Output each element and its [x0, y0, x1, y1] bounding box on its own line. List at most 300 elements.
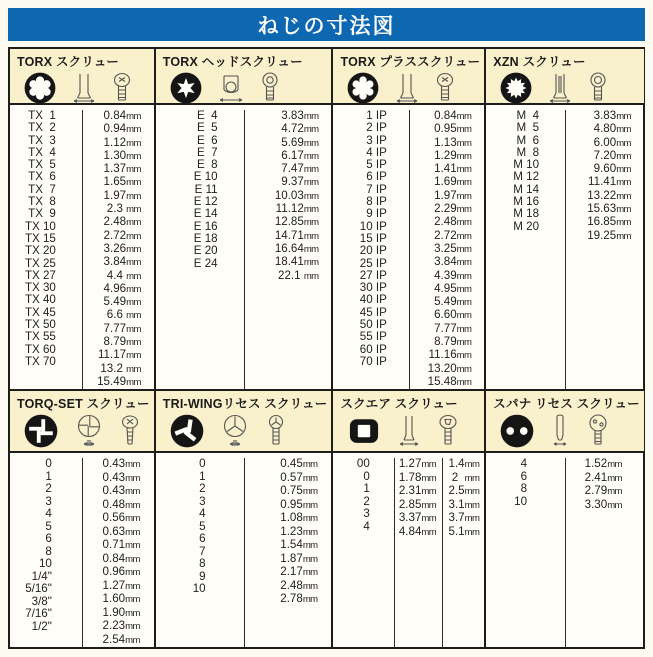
unit-label: mm [607, 459, 622, 471]
unit-label: mm [616, 137, 631, 149]
table-cell: 4 IP [363, 145, 387, 159]
section-torx-plus [331, 49, 484, 389]
table-cell: 13.20mm [427, 361, 472, 375]
unit-label: mm [125, 553, 140, 565]
section-data [486, 105, 644, 389]
section-title: TRI-WINGリセス スクリュー [162, 397, 328, 412]
table-cell: 5.49mm [434, 295, 472, 309]
table-cell: E 20 [193, 244, 218, 258]
offset-cross-head-icon [74, 413, 104, 449]
unit-label: mm [421, 526, 437, 538]
unit-label: mm [125, 486, 140, 498]
table-cell: TX 6 [28, 170, 56, 184]
table-cell: 4 [199, 507, 206, 521]
table-cell: 0.95mm [434, 122, 472, 136]
table-cell: 2 [45, 482, 52, 496]
table-cell: 2.31mm [398, 484, 437, 498]
section-spanner [484, 389, 644, 647]
table-cell: E 16 [193, 219, 218, 233]
unit-label: mm [303, 217, 319, 229]
section-data [156, 453, 332, 647]
data-column [486, 458, 565, 647]
table-cell: E 12 [193, 195, 218, 209]
table-cell: TX 30 [24, 281, 56, 295]
table-cell: M 6 [516, 133, 540, 147]
unit-label: mm [125, 526, 140, 538]
unit-label: mm [616, 150, 631, 162]
table-cell: 8 [520, 482, 528, 496]
table-cell: 16.85mm [587, 215, 631, 229]
dimension-table [8, 47, 645, 649]
section-icons [340, 413, 480, 449]
table-cell: 7.47mm [281, 162, 319, 176]
driver-bit-icon [550, 413, 570, 449]
table-cell: M 10 [513, 158, 540, 172]
section-title: スパナ リセス スクリュー [493, 397, 640, 412]
section-torq-set [10, 389, 154, 647]
unit-label: mm [464, 486, 480, 498]
table-cell: 5 [45, 519, 52, 533]
unit-label: mm [125, 567, 140, 579]
table-cell: 1.08mm [280, 511, 318, 525]
screw-side-icon [585, 413, 611, 449]
section-icons [163, 71, 328, 105]
unit-label: mm [616, 111, 631, 122]
xzn-spline-recess-icon [499, 71, 533, 105]
table-cell: 30 IP [359, 281, 387, 295]
table-cell: 4.84mm [398, 524, 437, 538]
table-cell: 40 IP [359, 293, 387, 307]
table-cell: 0.57mm [280, 470, 318, 484]
table-cell: 10 [192, 582, 206, 596]
unit-label: mm [303, 137, 319, 149]
table-cell: 15.48mm [427, 374, 472, 388]
table-cell: 4 [45, 507, 52, 521]
data-column [442, 458, 484, 647]
unit-label: mm [464, 526, 480, 538]
table-cell: 4 [520, 457, 528, 471]
unit-label: mm [303, 177, 319, 189]
table-cell: 3 [45, 494, 52, 508]
section-title: XZN スクリュー [493, 55, 586, 69]
unit-label: mm [456, 363, 472, 375]
table-cell: 70 IP [359, 354, 387, 368]
unit-label: mm [456, 270, 472, 282]
table-cell: 13.22mm [587, 188, 631, 202]
data-column [333, 458, 393, 647]
section-icons [493, 71, 640, 105]
table-cell: TX 9 [28, 207, 56, 221]
table-cell: 6.17mm [281, 148, 319, 162]
table-cell: 10 [38, 557, 52, 571]
table-cell: 18.41mm [274, 255, 319, 269]
table-cell: E 8 [196, 158, 218, 172]
table-cell: 1.23mm [280, 524, 318, 538]
unit-label: mm [126, 164, 141, 176]
table-cell: TX 7 [28, 182, 56, 196]
table-cell: M 4 [516, 109, 540, 122]
unit-label: mm [303, 190, 319, 202]
table-cell: 2.3 mm [106, 202, 141, 216]
data-column [10, 110, 82, 389]
unit-label: mm [456, 283, 472, 295]
table-cell: 1.52mm [584, 457, 622, 471]
table-cell: 7/16" [25, 607, 52, 621]
table-cell: 9.60mm [593, 162, 631, 176]
torx-recess-icon [23, 71, 57, 105]
table-cell: M 20 [513, 219, 540, 233]
unit-label: mm [456, 350, 472, 362]
unit-label: mm [456, 297, 472, 309]
table-cell: TX 1 [28, 109, 56, 122]
table-cell: 2.48mm [103, 215, 141, 229]
unit-label: mm [607, 499, 622, 511]
unit-label: mm [464, 513, 480, 525]
table-cell: 2 [199, 482, 206, 496]
unit-label: mm [456, 150, 472, 162]
table-cell: 6.6 mm [106, 308, 141, 322]
table-cell: 1.41mm [434, 162, 472, 176]
unit-label: mm [456, 124, 472, 136]
table-cell: 1.69mm [434, 175, 472, 189]
driver-bit-icon [548, 72, 572, 104]
table-cell: 11.41mm [588, 175, 631, 189]
unit-label: mm [421, 486, 437, 498]
table-cell: 1/4" [31, 569, 52, 583]
unit-label: mm [302, 594, 318, 606]
table-cell: E 24 [193, 256, 218, 270]
table-cell: 6 IP [363, 170, 387, 184]
section-icons [340, 71, 480, 105]
table-cell: 1.37mm [103, 162, 141, 176]
unit-label: mm [421, 472, 437, 484]
table-cell: 4.39mm [434, 268, 472, 282]
table-cell: TX 3 [28, 133, 56, 147]
table-cell: 11.17mm [97, 348, 141, 362]
external-torx-recess-icon [169, 71, 203, 105]
section-title: スクエア スクリュー [340, 397, 458, 412]
unit-label: mm [126, 323, 141, 335]
table-cell: TX 2 [28, 121, 56, 135]
unit-label: mm [302, 499, 318, 511]
torq-set-recess-icon [23, 413, 59, 449]
table-cell: 0.45mm [280, 457, 318, 471]
table-cell: TX 70 [24, 354, 56, 368]
unit-label: mm [126, 337, 141, 349]
table-cell: 0.96mm [102, 565, 140, 579]
table-cell: 1 IP [363, 109, 387, 122]
unit-label: mm [456, 217, 472, 229]
table-cell: M 14 [513, 182, 540, 196]
unit-label: mm [464, 459, 480, 471]
table-cell: 9 [199, 569, 206, 583]
table-cell: TX 5 [28, 158, 56, 172]
unit-label: mm [456, 137, 472, 149]
unit-label: mm [456, 310, 472, 322]
table-cell: 7 [199, 544, 206, 558]
section-tri-wing [154, 389, 332, 647]
data-column [82, 458, 154, 647]
unit-label: mm [303, 164, 319, 176]
table-cell: 0.48mm [102, 497, 140, 511]
table-cell: 3/8" [31, 594, 52, 608]
table-cell: 2.41mm [584, 470, 622, 484]
unit-label: mm [456, 164, 472, 176]
section-header [156, 391, 332, 453]
data-column [486, 110, 565, 389]
section-header [156, 49, 332, 105]
table-cell: E 6 [196, 133, 218, 147]
table-cell: M 5 [516, 121, 540, 135]
screw-side-icon [434, 72, 456, 104]
table-cell: E 18 [193, 231, 218, 245]
table-cell: 15.49mm [97, 374, 141, 388]
table-cell: 5 IP [363, 158, 387, 172]
table-cell: 20 IP [359, 244, 387, 258]
table-cell: TX 4 [28, 145, 56, 159]
table-cell: M 16 [513, 195, 540, 209]
unit-label: mm [126, 217, 141, 229]
unit-label: mm [303, 270, 319, 282]
unit-label: mm [302, 486, 318, 498]
table-cell: 13.2 mm [100, 361, 141, 375]
table-cell: 1.87mm [280, 551, 318, 565]
table-cell: TX 40 [24, 293, 56, 307]
table-cell: 0 [45, 457, 52, 471]
table-cell: 0.84mm [434, 109, 472, 122]
section-data [10, 453, 154, 647]
table-cell: E 10 [193, 170, 218, 184]
unit-label: mm [125, 621, 140, 633]
table-cell: 3.37mm [398, 511, 437, 525]
data-column [565, 458, 644, 647]
unit-label: mm [126, 243, 141, 255]
table-cell: 9 IP [363, 207, 387, 221]
unit-label: mm [456, 230, 472, 242]
unit-label: mm [126, 230, 141, 242]
table-cell: E 4 [196, 109, 218, 122]
screw-side-icon [111, 72, 133, 104]
table-cell: 60 IP [359, 342, 387, 356]
section-data [156, 105, 332, 389]
table-cell: 0.84mm [102, 551, 140, 565]
section-data [10, 105, 154, 389]
table-cell: 4.96mm [103, 281, 141, 295]
table-cell: M 18 [513, 207, 540, 221]
unit-label: mm [125, 472, 140, 484]
tri-wing-head-icon [220, 413, 250, 449]
unit-label: mm [126, 257, 141, 269]
unit-label: mm [607, 486, 622, 498]
unit-label: mm [126, 204, 141, 216]
table-cell: 2.17mm [280, 565, 318, 579]
screw-side-icon [436, 413, 460, 449]
unit-label: mm [126, 363, 141, 375]
table-cell: 2.79mm [584, 484, 622, 498]
table-cell: 3 [363, 507, 370, 521]
table-cell: 2.48mm [280, 578, 318, 592]
table-cell: 1.30mm [103, 148, 141, 162]
unit-label: mm [456, 337, 472, 349]
unit-label: mm [303, 230, 319, 242]
table-cell: 4.72mm [281, 122, 319, 136]
table-cell: 2.54mm [102, 632, 140, 646]
table-cell: 10 [514, 494, 528, 508]
unit-label: mm [126, 310, 141, 322]
table-cell: 4.80mm [593, 122, 631, 136]
section-icons [17, 413, 150, 449]
unit-label: mm [126, 297, 141, 309]
data-column [82, 110, 154, 389]
unit-label: mm [302, 472, 318, 484]
table-cell: 45 IP [359, 305, 387, 319]
unit-label: mm [125, 580, 140, 592]
driver-bit-icon [397, 413, 421, 449]
table-cell: 5.69mm [281, 135, 319, 149]
table-cell: 6 [45, 532, 52, 546]
table-cell: 1.65mm [103, 175, 141, 189]
table-cell: 0.56mm [102, 511, 140, 525]
unit-label: mm [302, 526, 318, 538]
unit-label: mm [421, 499, 437, 511]
unit-label: mm [126, 177, 141, 189]
unit-label: mm [616, 204, 631, 216]
table-cell: 7.20mm [593, 148, 631, 162]
table-cell: 0.63mm [102, 524, 140, 538]
table-cell: 8 IP [363, 195, 387, 209]
table-cell: 1.12mm [103, 135, 141, 149]
table-cell: E 14 [193, 207, 218, 221]
table-cell: 0.43mm [102, 484, 140, 498]
table-cell: 0.43mm [102, 457, 140, 471]
table-cell: 0.95mm [280, 497, 318, 511]
unit-label: mm [464, 499, 480, 511]
data-column [333, 110, 408, 389]
table-cell: 10 IP [359, 219, 387, 233]
table-cell: 2.72mm [103, 228, 141, 242]
table-cell: 2.72mm [434, 228, 472, 242]
unit-label: mm [616, 217, 631, 229]
table-cell: 2.85mm [398, 497, 437, 511]
table-cell: TX 8 [28, 195, 56, 209]
unit-label: mm [303, 257, 319, 269]
table-cell: E 5 [196, 121, 218, 135]
unit-label: mm [126, 111, 141, 122]
section-title: TORQ-SET スクリュー [17, 397, 150, 412]
table-cell: TX 25 [24, 256, 56, 270]
unit-label: mm [303, 111, 319, 122]
section-header [10, 49, 154, 105]
table-cell: 1 [199, 469, 206, 483]
data-column [156, 458, 244, 647]
unit-label: mm [303, 204, 319, 216]
table-cell: 8.79mm [434, 335, 472, 349]
table-cell: 1.29mm [434, 148, 472, 162]
section-title: TORX プラススクリュー [340, 55, 481, 69]
table-cell: 15.63mm [587, 202, 631, 216]
table-cell: 2.5mm [448, 484, 480, 498]
screw-side-icon [119, 414, 141, 448]
table-cell: 2 [363, 494, 370, 508]
socket-bit-icon [218, 72, 244, 104]
unit-label: mm [126, 283, 141, 295]
title-banner [8, 8, 645, 41]
table-cell: 4.95mm [434, 281, 472, 295]
table-cell: 1.4mm [448, 457, 480, 471]
table-cell: 3.83mm [281, 109, 319, 122]
table-cell: 7.77mm [434, 321, 472, 335]
table-cell: 5.49mm [103, 295, 141, 309]
unit-label: mm [456, 111, 472, 122]
section-title: TORX スクリュー [17, 55, 120, 69]
unit-label: mm [303, 243, 319, 255]
table-cell: 4.4 mm [106, 268, 141, 282]
table-cell: 12.85mm [274, 215, 319, 229]
section-title: TORX ヘッドスクリュー [162, 55, 303, 69]
table-cell: 1.27mm [102, 578, 140, 592]
torx-plus-recess-icon [346, 71, 380, 105]
spanner-recess-icon [499, 413, 535, 449]
data-column [244, 110, 332, 389]
unit-label: mm [616, 124, 631, 136]
unit-label: mm [125, 513, 140, 525]
table-cell: 1.90mm [102, 605, 140, 619]
table-cell: 8.79mm [103, 335, 141, 349]
table-cell: 7 IP [363, 182, 387, 196]
section-torx [10, 49, 154, 389]
table-cell: 3.84mm [434, 255, 472, 269]
table-cell: 1 [45, 469, 52, 483]
table-cell: 3.83mm [593, 109, 631, 122]
table-cell: 27 IP [359, 268, 387, 282]
table-cell: 16.64mm [274, 241, 319, 255]
unit-label: mm [456, 243, 472, 255]
section-header [10, 391, 154, 453]
table-cell: 2 IP [363, 121, 387, 135]
table-cell: 2.29mm [434, 202, 472, 216]
table-cell: 14.71mm [274, 228, 319, 242]
unit-label: mm [303, 124, 319, 136]
table-cell: 1.97mm [434, 188, 472, 202]
unit-label: mm [421, 459, 437, 471]
table-cell: M 12 [513, 170, 540, 184]
table-cell: E 7 [196, 145, 218, 159]
unit-label: mm [126, 124, 141, 136]
table-cell: 9.37mm [281, 175, 319, 189]
driver-bit-icon [395, 72, 419, 104]
screw-side-icon [587, 72, 609, 104]
unit-label: mm [302, 567, 318, 579]
table-cell: TX 27 [24, 268, 56, 282]
table-cell: 5.1mm [448, 524, 480, 538]
unit-label: mm [125, 540, 140, 552]
data-column [409, 110, 484, 389]
unit-label: mm [421, 513, 437, 525]
unit-label: mm [302, 580, 318, 592]
table-cell: 6 [199, 532, 206, 546]
table-cell: 0 [199, 457, 206, 471]
data-column [244, 458, 332, 647]
table-cell: 6.60mm [434, 308, 472, 322]
table-cell: 4 [363, 519, 370, 533]
unit-label: mm [456, 204, 472, 216]
unit-label: mm [125, 459, 140, 471]
table-cell: 1.78mm [398, 470, 437, 484]
table-cell: 8 [199, 557, 206, 571]
unit-label: mm [302, 540, 318, 552]
table-cell: 1 [363, 482, 370, 496]
table-cell: 0.75mm [280, 484, 318, 498]
